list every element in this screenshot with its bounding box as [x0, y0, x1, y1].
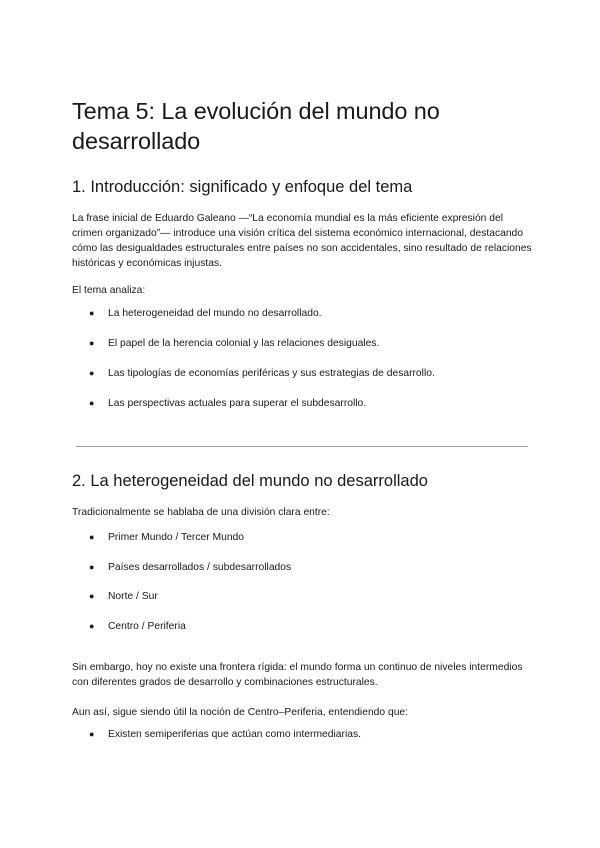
- list-item-text: Primer Mundo / Tercer Mundo: [108, 532, 245, 543]
- bullet-icon: ●: [89, 562, 95, 572]
- bullet-icon: ●: [89, 398, 95, 408]
- list-item-text: La heterogeneidad del mundo no desarrollado.: [108, 308, 322, 319]
- list-item-text: Las tipologías de economías periféricas y sus estrategias de desarrollo.: [108, 368, 435, 379]
- list-item-text: Centro / Periferia: [108, 621, 186, 632]
- bullet-icon: ●: [89, 308, 95, 318]
- list-item-text: El papel de la herencia colonial y las relaciones desiguales.: [108, 338, 380, 349]
- list-item-text: Las perspectivas actuales para superar el subdesarrollo.: [108, 398, 367, 409]
- list-item-text: Países desarrollados / subdesarrollados: [108, 562, 292, 573]
- list-item-text: Norte / Sur: [108, 591, 158, 602]
- tradicional-paragraph: Tradicionalmente se hablaba de una división clara entre:: [72, 507, 330, 518]
- bullet-icon: ●: [89, 368, 95, 378]
- bullet-icon: ●: [89, 729, 95, 739]
- aun-asi-paragraph: Aun así, sigue siendo útil la noción de Centro–Periferia, entendiendo que:: [72, 707, 409, 718]
- bullet-icon: ●: [89, 532, 95, 542]
- bullet-icon: ●: [89, 338, 95, 348]
- bullet-icon: ●: [89, 621, 95, 631]
- section-heading-heterogeneidad: 2. La heterogeneidad del mundo no desarrollado: [72, 472, 428, 490]
- sin-embargo-paragraph: Sin embargo, hoy no existe una frontera rígida: el mundo forma un continuo de niveles intermedios con diferentes grados de desarrollo y combinaciones estructurales.: [72, 662, 523, 688]
- intro-paragraph: La frase inicial de Eduardo Galeano —“La economía mundial es la más eficiente expresión del crimen organizado”— introduce una visión crítica del sistema económico internacional, destacando cómo las desigualdades estructurales entre países no son accidentales, sino resultado de relaciones históricas y económicas injustas.: [72, 213, 532, 269]
- list-item-text: Existen semiperiferias que actúan como intermediarias.: [108, 729, 361, 740]
- horizontal-divider: [76, 446, 528, 447]
- page-title: Tema 5: La evolución del mundo no desarrollado: [72, 98, 440, 154]
- section-heading-introduccion: 1. Introducción: significado y enfoque del tema: [72, 178, 413, 196]
- tema-analiza-label: El tema analiza:: [72, 285, 146, 296]
- bullet-icon: ●: [89, 591, 95, 601]
